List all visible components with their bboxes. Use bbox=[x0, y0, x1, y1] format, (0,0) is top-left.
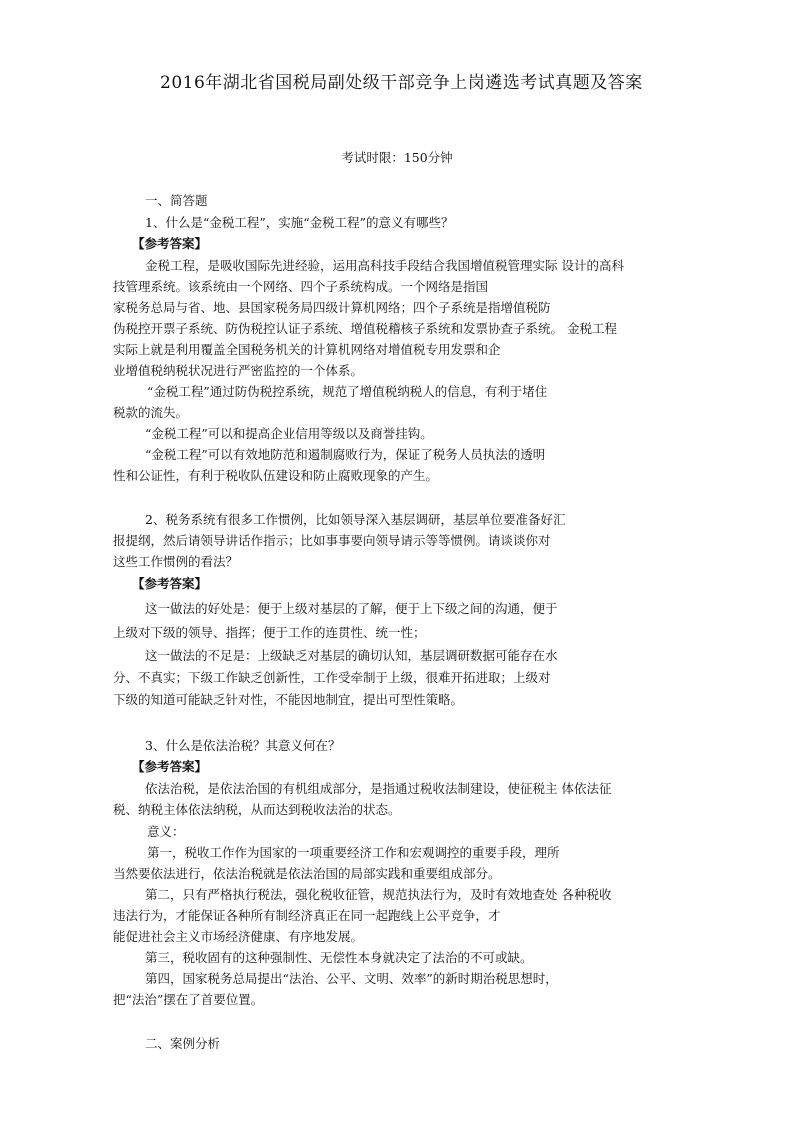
answer-line: 业增值税纳税状况进行严密监控的一个体系。 bbox=[113, 363, 364, 378]
answer-line: 第一，税收工作作为国家的一项重要经济工作和宏观调控的重要手段，理所 bbox=[147, 845, 560, 860]
answer-line: 性和公证性，有利于税收队伍建设和防止腐败现象的产生。 bbox=[113, 468, 439, 483]
answer-line: 能促进社会主义市场经济健康、有序地发展。 bbox=[113, 929, 364, 944]
answer-label-1: 【参考答案】 bbox=[132, 236, 208, 251]
answer-line: 伪税控开票子系统、防伪税控认证子系统、增值税稽核子系统和发票协查子系统。 金税工程 bbox=[113, 321, 617, 336]
answer-line: 当然要依法进行，依法治税就是依法治国的局部实践和重要组成部分。 bbox=[113, 866, 501, 881]
answer-line: 金税工程，是吸收国际先进经验，运用高科技手段结合我国增值税管理实际 设计的高科 bbox=[145, 258, 624, 273]
answer-line: 分、不真实；下级工作缺乏创新性，工作受牵制于上级，很难开拓进取；上级对 bbox=[113, 670, 551, 685]
answer-line: 税、纳税主体依法纳税，从而达到税收法治的状态。 bbox=[113, 802, 401, 817]
answer-line: 把“法治”摆在了首要位置。 bbox=[113, 992, 264, 1007]
answer-label-3: 【参考答案】 bbox=[132, 759, 208, 774]
answer-line: 实际上就是利用覆盖全国税务机关的计算机网络对增值税专用发票和企 bbox=[113, 342, 501, 357]
section-heading: 一、简答题 bbox=[145, 193, 208, 208]
answer-line: 第三，税收固有的这种强制性、无偿性本身就决定了法治的不可或缺。 bbox=[145, 950, 533, 965]
question-2-line: 这些工作惯例的看法？ bbox=[113, 554, 239, 569]
answer-line: 这一做法的好处是：便于上级对基层的了解，便于上下级之间的沟通，便于 bbox=[145, 601, 558, 616]
answer-line: 税款的流失。 bbox=[113, 405, 189, 420]
section-heading: 二、案例分析 bbox=[145, 1036, 221, 1051]
answer-line: “金税工程”可以有效地防范和遏制腐败行为，保证了税务人员执法的透明 bbox=[145, 447, 546, 462]
answer-line: 这一做法的不足是：上级缺乏对基层的确切认知，基层调研数据可能存在水 bbox=[145, 648, 558, 663]
question-1: 1、什么是“金税工程”，实施“金税工程”的意义有哪些？ bbox=[145, 215, 454, 230]
question-2-line: 2、税务系统有很多工作惯例，比如领导深入基层调研，基层单位要准备好汇 bbox=[145, 512, 566, 527]
answer-line: “金税工程”可以和提高企业信用等级以及商誉挂钩。 bbox=[145, 426, 433, 441]
question-3: 3、什么是依法治税？其意义何在？ bbox=[145, 738, 341, 753]
answer-line: 第二，只有严格执行税法，强化税收征管，规范执法行为，及时有效地查处 各种税收 bbox=[145, 887, 612, 902]
answer-line: 依法治税，是依法治国的有机组成部分，是指通过税收法制建设，使征税主 体依法征 bbox=[145, 781, 612, 796]
answer-line: 意义： bbox=[147, 824, 185, 839]
answer-line: “金税工程”通过防伪税控系统，规范了增值税纳税人的信息，有利于堵住 bbox=[147, 384, 548, 399]
answer-line: 下级的知道可能缺乏针对性，不能因地制宜，提出可型性策略。 bbox=[113, 692, 464, 707]
document-title: 2016年湖北省国税局副处级干部竞争上岗遴选考试真题及答案 bbox=[160, 73, 643, 93]
answer-label-2: 【参考答案】 bbox=[132, 576, 208, 591]
time-limit: 考试时限：150分钟 bbox=[341, 150, 453, 165]
answer-line: 家税务总局与省、地、县国家税务局四级计算机网络；四个子系统是指增值税防 bbox=[113, 300, 551, 315]
answer-line: 技管理系统。该系统由一个网络、四个子系统构成。一个网络是指国 bbox=[113, 279, 489, 294]
answer-line: 违法行为，才能保证各种所有制经济真正在同一起跑线上公平竞争，才 bbox=[113, 908, 501, 923]
answer-line: 第四，国家税务总局提出“法治、公平、文明、效率”的新时期治税思想时， bbox=[145, 971, 558, 986]
question-2-line: 报提纲，然后请领导讲话作指示；比如事事要向领导请示等等惯例。请谈谈你对 bbox=[113, 533, 551, 548]
answer-line: 上级对下级的领导、指挥；便于工作的连贯性、统一性； bbox=[113, 625, 426, 640]
